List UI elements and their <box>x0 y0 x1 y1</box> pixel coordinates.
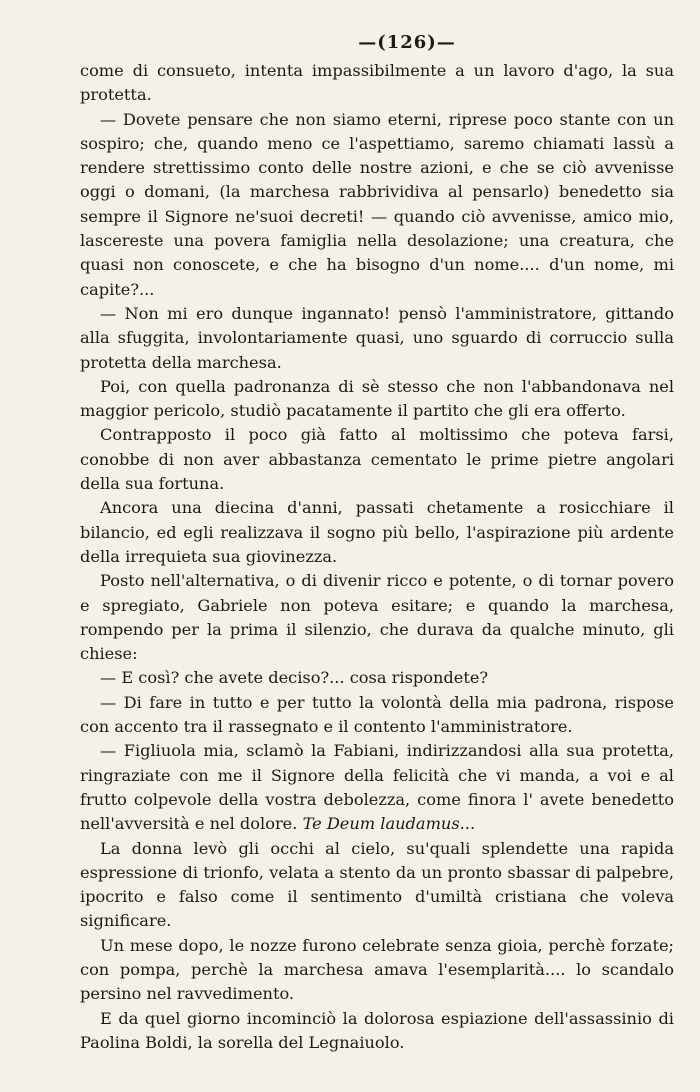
page-number: —(126)— <box>358 32 456 53</box>
paragraph-3: — Non mi ero dunque ingannato! pensò l'amministratore, gittando alla sfuggita, involontariamente quasi, uno sguardo di corruccio sulla protetta della marchesa. <box>80 303 674 372</box>
paragraph-12: Un mese dopo, le nozze furono celebrate senza gioia, perchè forzate; con pompa, perchè la marchesa amava l'esemplarità.... lo scandalo persino nel ravvedimento. <box>80 935 674 1004</box>
paragraph-13: E da quel giorno incominciò la dolorosa espiazione dell'assassinio di Paolina Boldi, la sorella del Legnaiuolo. <box>80 1008 674 1052</box>
paragraph-4: Poi, con quella padronanza di sè stesso che non l'abbandonava nel maggior pericolo, studiò pacatamente il partito che gli era offerto. <box>80 376 674 421</box>
paragraph-1: come di consueto, intenta impassibilmente a un lavoro d'ago, la sua protetta. <box>80 61 674 105</box>
paragraph-2: — Dovete pensare che non siamo eterni, riprese poco stante con un sospiro; che, quando meno ce l'aspettiamo, saremo chiamati lassù a rendere strettissimo conto delle nostre azioni, e che se ciò avvenisse oggi o domani, (la marchesa rabbrividiva al pensarlo) benedetto sia sempre il Signore ne'suoi decreti! — quando ciò avvenisse, amico mio, lascereste una povera famiglia nella desolazione; una creatura, che quasi non conoscete, e che ha bisogno d'un nome.... d'un nome, mi capite?... <box>80 109 674 299</box>
paragraph-5: Contrapposto il poco già fatto al moltissimo che poteva farsi, conobbe di non aver abbastanza cementato le prime pietre angolari della sua fortuna. <box>80 425 674 494</box>
paragraph-6: Ancora una diecina d'anni, passati chetamente a rosicchiare il bilancio, ed egli realizzava il sogno più bello, l'aspirazione più ardente della irrequieta sua giovinezza. <box>80 498 674 566</box>
paragraph-10-text: — Figliuola mia, sclamò la Fabiani, indirizzandosi alla sua protetta, ringraziate con me il Signore della felicità che vi manda, a voi e al frutto colpevole della vostra debolezza, come finora l' avete benedetto nell'avversità e nel dolore. <box>80 741 674 834</box>
paragraph-9: — Di fare in tutto e per tutto la volontà della mia padrona, rispose con accento tra il rassegnato e il contento l'amministratore. <box>80 692 674 737</box>
paragraph-11: La donna levò gli occhi al cielo, su'quali splendette una rapida espressione di trionfo, velata a stento da un pronto sbassar di palpebre, ipocrito e falso come il sentimento d'umiltà cristiana che voleva significare. <box>80 838 674 931</box>
paragraph-8: — E così? che avete deciso?... cosa rispondete? <box>100 668 489 688</box>
paragraph-7: Posto nell'alternativa, o di divenir ricco e potente, o di tornar povero e spregiato, Gabriele non poteva esitare; e quando la marchesa, rompendo per la prima il silenzio, che durava da qualche minuto, gli chiese: <box>80 571 674 664</box>
latin-phrase: Te Deum laudamus... <box>302 814 476 834</box>
paragraph-10 <box>80 739 674 836</box>
